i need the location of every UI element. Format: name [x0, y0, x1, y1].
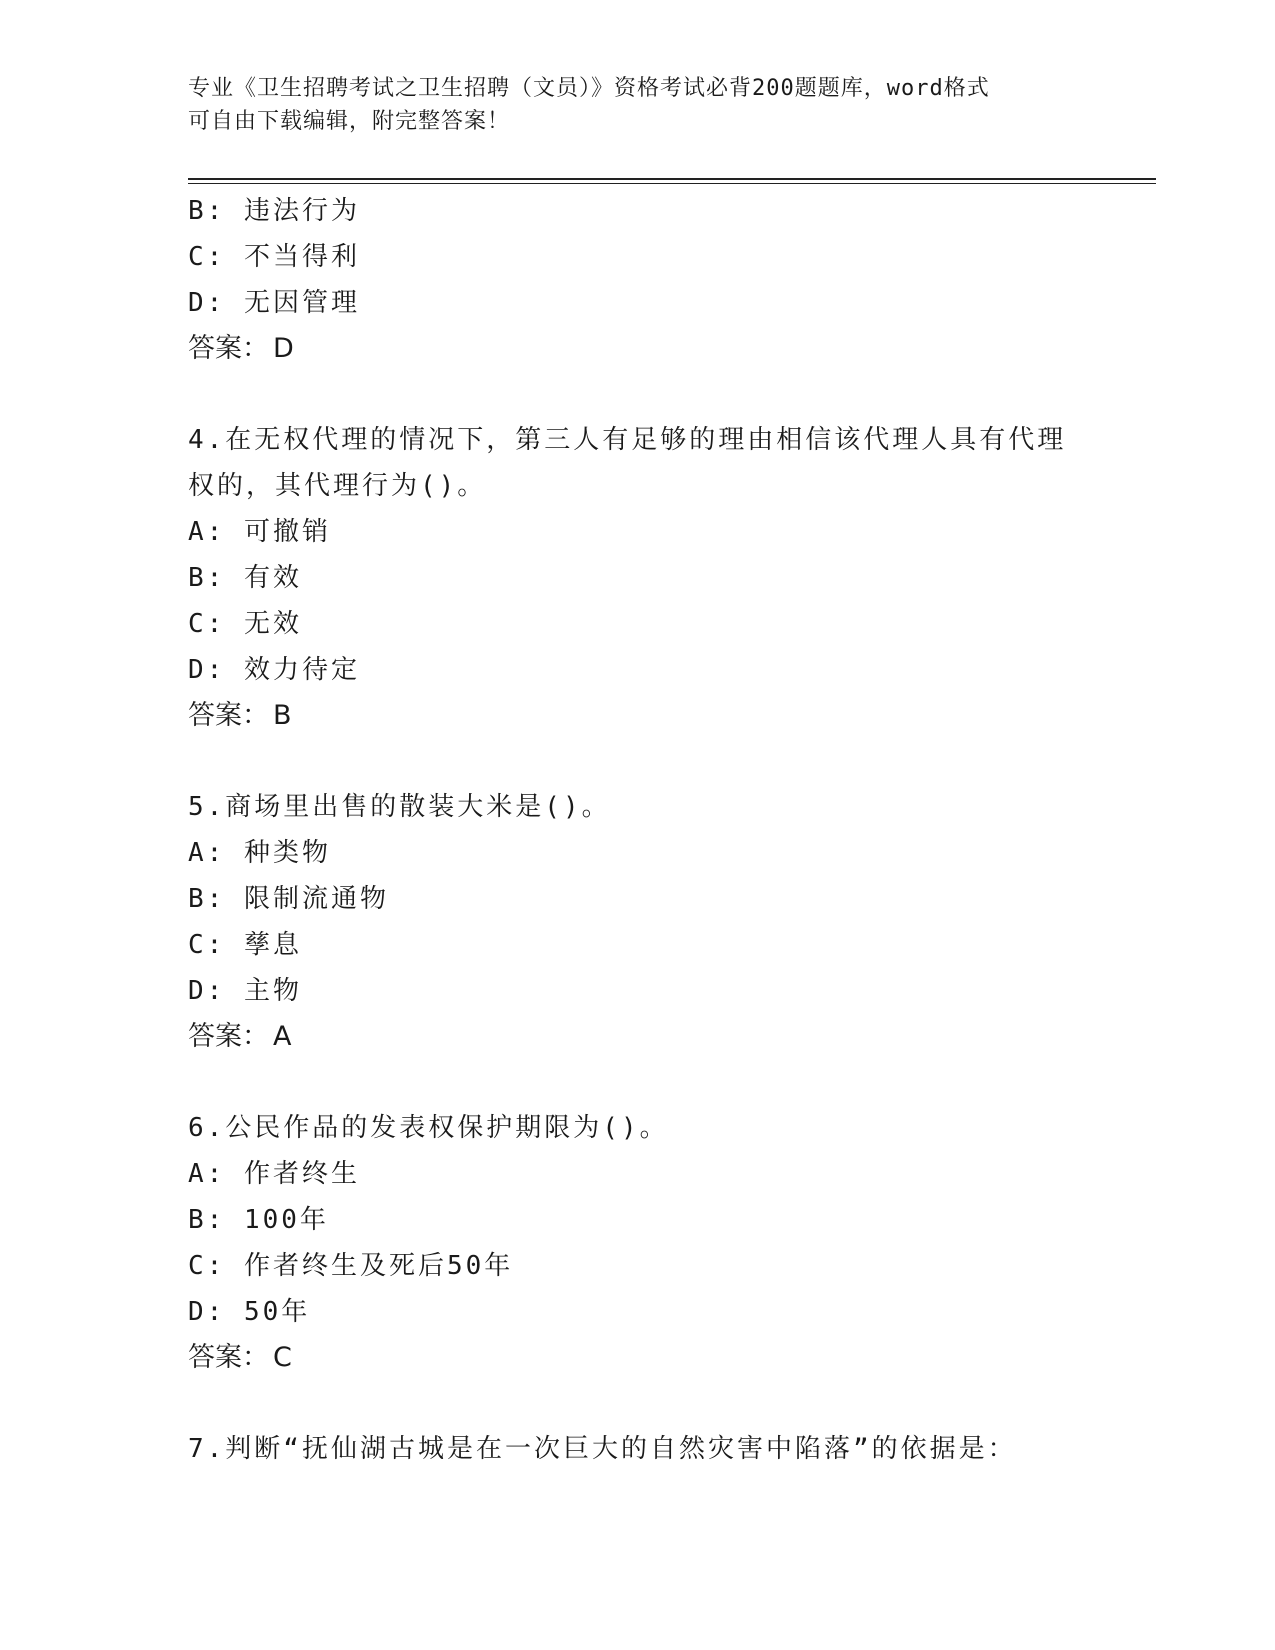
option-a — [188, 830, 1068, 876]
option-text: 主物 — [243, 976, 302, 1006]
answer-label: 答案： — [188, 1021, 269, 1052]
spacer — [188, 1381, 1068, 1426]
option-text: 孳息 — [243, 930, 302, 960]
option-text: 100年 — [243, 1205, 329, 1235]
answer-value: B — [273, 700, 292, 731]
option-text: 可撤销 — [243, 517, 331, 547]
question-text: 权的，其代理行为()。 — [188, 471, 487, 501]
document-header — [188, 72, 1068, 138]
option-text: 50年 — [243, 1297, 311, 1327]
answer-line — [188, 693, 1068, 739]
option-letter: D: — [188, 288, 226, 318]
question-text: 4.在无权代理的情况下，第三人有足够的理由相信该代理人具有代理 — [188, 425, 1067, 455]
question-block-5 — [188, 784, 1068, 1060]
option-letter: B: — [188, 563, 226, 593]
option-b — [188, 188, 1068, 234]
answer-line — [188, 326, 1068, 372]
question-text: 5.商场里出售的散装大米是()。 — [188, 792, 611, 822]
spacer — [188, 372, 1068, 417]
option-d — [188, 647, 1068, 693]
option-b — [188, 876, 1068, 922]
header-title-line-2: 可自由下载编辑，附完整答案！ — [188, 109, 511, 134]
option-c — [188, 601, 1068, 647]
answer-value: C — [273, 1342, 292, 1373]
option-text: 无因管理 — [243, 288, 360, 318]
header-divider-thick — [188, 178, 1156, 180]
answer-label: 答案： — [188, 1342, 269, 1373]
option-text: 限制流通物 — [243, 884, 389, 914]
option-text: 作者终生及死后50年 — [243, 1251, 514, 1281]
option-letter: D: — [188, 655, 226, 685]
option-text: 作者终生 — [243, 1159, 360, 1189]
option-c — [188, 922, 1068, 968]
option-letter: C: — [188, 1251, 226, 1281]
option-letter: B: — [188, 196, 226, 226]
option-text: 不当得利 — [243, 242, 360, 272]
option-text: 违法行为 — [243, 196, 360, 226]
spacer — [188, 739, 1068, 784]
option-text: 种类物 — [243, 838, 331, 868]
spacer — [188, 1060, 1068, 1105]
option-letter: D: — [188, 1297, 226, 1327]
option-c — [188, 234, 1068, 280]
answer-label: 答案： — [188, 333, 269, 364]
option-letter: B: — [188, 884, 226, 914]
option-text: 效力待定 — [243, 655, 360, 685]
answer-line — [188, 1335, 1068, 1381]
option-a — [188, 1151, 1068, 1197]
option-letter: A: — [188, 1159, 226, 1189]
option-d — [188, 280, 1068, 326]
question-block-4 — [188, 417, 1068, 739]
option-letter: C: — [188, 930, 226, 960]
option-d — [188, 1289, 1068, 1335]
option-b — [188, 1197, 1068, 1243]
option-letter: A: — [188, 517, 226, 547]
option-text: 有效 — [243, 563, 302, 593]
question-block-7 — [188, 1426, 1068, 1472]
answer-line — [188, 1014, 1068, 1060]
option-d — [188, 968, 1068, 1014]
option-a — [188, 509, 1068, 555]
option-letter: C: — [188, 242, 226, 272]
answer-label: 答案： — [188, 700, 269, 731]
option-letter: B: — [188, 1205, 226, 1235]
option-text: 无效 — [243, 609, 302, 639]
option-letter: C: — [188, 609, 226, 639]
answer-value: D — [273, 333, 294, 364]
question-block-3 — [188, 188, 1068, 372]
question-text: 6.公民作品的发表权保护期限为()。 — [188, 1113, 669, 1143]
option-b — [188, 555, 1068, 601]
option-c — [188, 1243, 1068, 1289]
header-divider-thin — [188, 183, 1156, 184]
header-title-line-1: 专业《卫生招聘考试之卫生招聘（文员）》资格考试必背200题题库，word格式 — [188, 76, 990, 101]
option-letter: A: — [188, 838, 226, 868]
question-list — [188, 188, 1068, 1472]
question-text: 7.判断“抚仙湖古城是在一次巨大的自然灾害中陷落”的依据是： — [188, 1434, 1017, 1464]
question-block-6 — [188, 1105, 1068, 1381]
answer-value: A — [273, 1021, 292, 1052]
option-letter: D: — [188, 976, 226, 1006]
